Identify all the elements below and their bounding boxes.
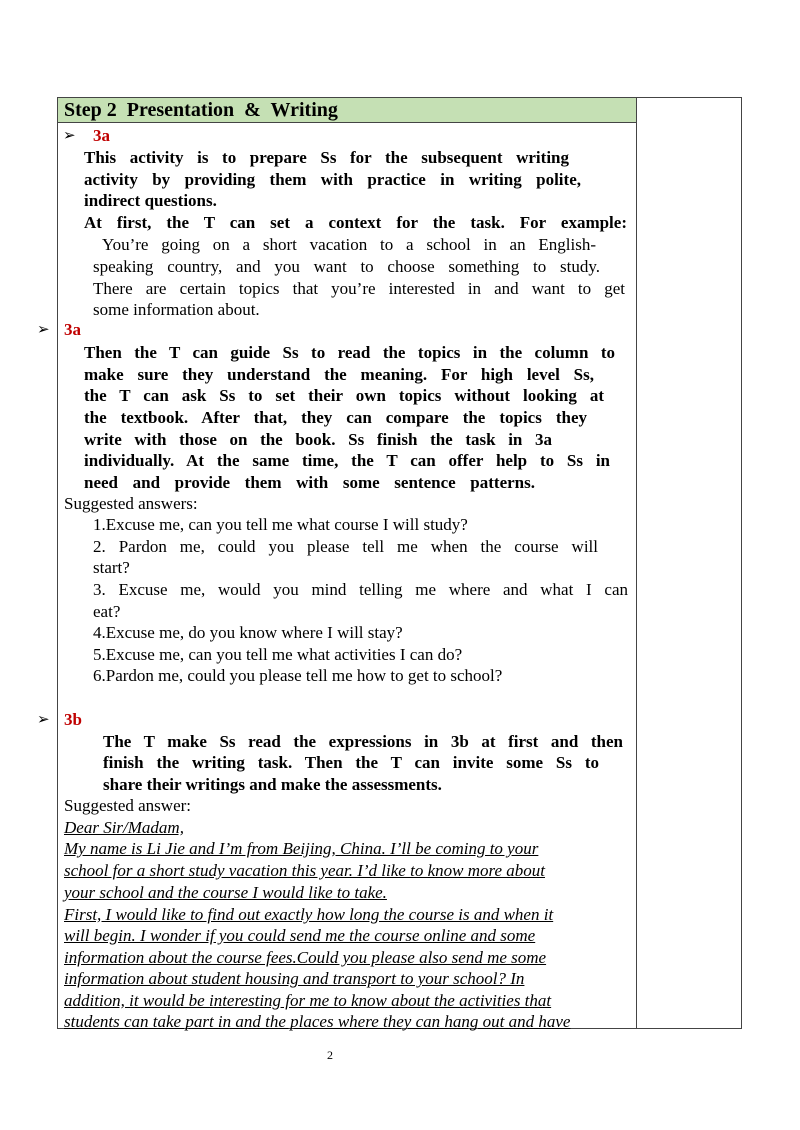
answer-line: 3. Excuse me, would you mind telling me where and what I can (93, 580, 628, 599)
letter-line: First, I would like to find out exactly how long the course is and when it (64, 905, 554, 924)
answer-line: 1.Excuse me, can you tell me what course I will study? (93, 515, 468, 534)
intro-line: indirect questions. (84, 191, 217, 210)
section-label-3b: 3b (64, 710, 82, 729)
intro-line: This activity is to prepare Ss for the subsequent writing (84, 148, 569, 167)
instruction-line: individually. At the same time, the T can offer help to Ss in (84, 451, 610, 470)
answer-line: eat? (93, 602, 121, 621)
answer-line: 5.Excuse me, can you tell me what activities I can do? (93, 645, 463, 664)
example-line: speaking country, and you want to choose something to study. (93, 257, 600, 276)
letter-line: school for a short study vacation this year. I’d like to know more about (64, 861, 545, 880)
intro-line: activity by providing them with practice in writing polite, (84, 170, 581, 189)
answer-line: 2. Pardon me, could you please tell me when the course will (93, 537, 598, 556)
example-line: some information about. (93, 300, 260, 319)
answer-line: 6.Pardon me, could you please tell me how to get to school? (93, 666, 503, 685)
instruction-line: make sure they understand the meaning. For high level Ss, (84, 365, 594, 384)
arrow-bullet-icon: ➢ (63, 126, 76, 144)
instruction-line: finish the writing task. Then the T can invite some Ss to (103, 753, 599, 772)
page-number: 2 (327, 1048, 333, 1062)
step-title: Step 2 Presentation & Writing (64, 99, 338, 121)
step-header (58, 98, 636, 123)
section-label-3a: 3a (64, 320, 81, 339)
intro-line: At first, the T can set a context for the task. For example: (84, 213, 627, 232)
instruction-line: write with those on the book. Ss finish the task in 3a (84, 430, 552, 449)
arrow-bullet-icon: ➢ (37, 320, 50, 338)
section-label-3a: 3a (93, 126, 110, 145)
example-line: There are certain topics that you’re interested in and want to get (93, 279, 625, 298)
instruction-line: need and provide them with some sentence patterns. (84, 473, 535, 492)
example-line: You’re going on a short vacation to a school in an English- (102, 235, 596, 254)
answer-line: 4.Excuse me, do you know where I will stay? (93, 623, 403, 642)
suggested-answer-label: Suggested answer: (64, 796, 192, 815)
letter-line: information about student housing and transport to your school? In (64, 969, 525, 988)
letter-line: will begin. I wonder if you could send me the course online and some (64, 926, 536, 945)
suggested-answers-label: Suggested answers: (64, 494, 198, 513)
letter-line: students can take part in and the places where they can hang out and have (64, 1012, 571, 1031)
answer-line: start? (93, 558, 130, 577)
instruction-line: the T can ask Ss to set their own topics without looking at (84, 386, 604, 405)
letter-line: your school and the course I would like to take. (64, 883, 387, 902)
letter-line: addition, it would be interesting for me to know about the activities that (64, 991, 552, 1010)
instruction-line: share their writings and make the assessments. (103, 775, 442, 794)
instruction-line: The T make Ss read the expressions in 3b at first and then (103, 732, 623, 751)
letter-line: Dear Sir/Madam, (64, 818, 184, 837)
arrow-bullet-icon: ➢ (37, 710, 50, 728)
letter-line: My name is Li Jie and I’m from Beijing, China. I’ll be coming to your (64, 839, 539, 858)
instruction-line: Then the T can guide Ss to read the topics in the column to (84, 343, 615, 362)
instruction-line: the textbook. After that, they can compare the topics they (84, 408, 587, 427)
letter-line: information about the course fees.Could you please also send me some (64, 948, 547, 967)
